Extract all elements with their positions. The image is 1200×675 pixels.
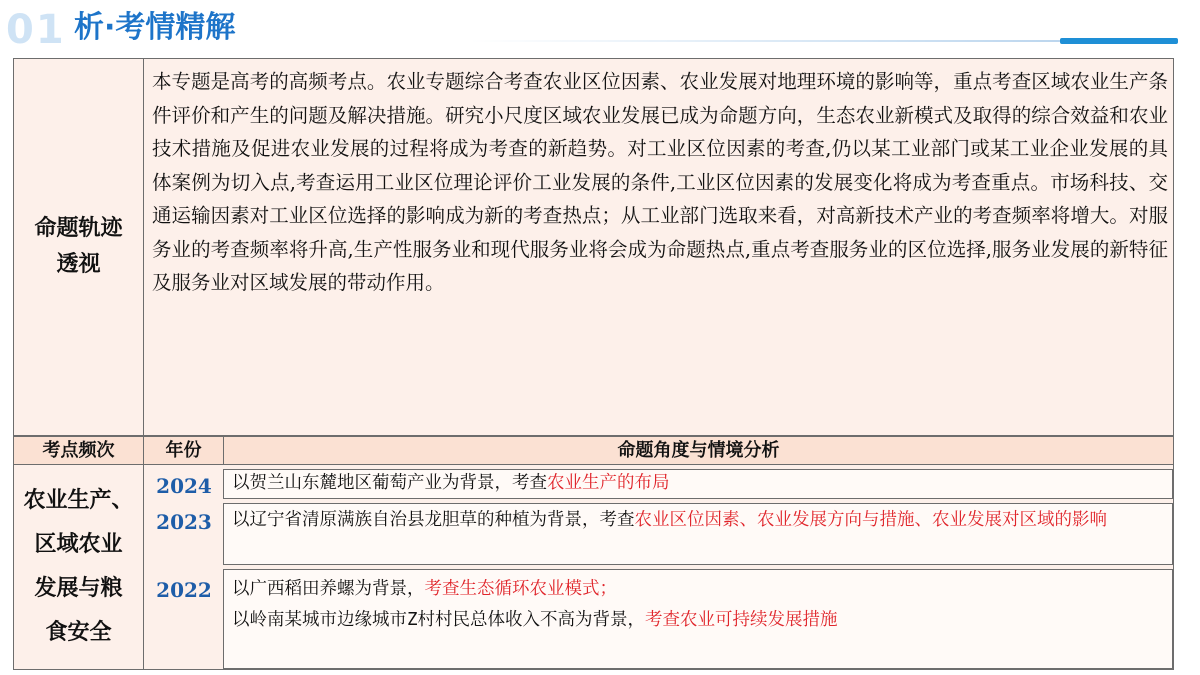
category-cell [14,465,143,669]
row-description [232,506,1168,534]
overview-box [13,58,1174,436]
row-line [232,606,1168,634]
overview-label-line1: 命题轨迹 [34,216,123,241]
category-line: 区域农业 [34,532,123,557]
row-highlight: 考查生态循环农业模式； [424,579,617,599]
row-text: 以辽宁省清原满族自治县龙胆草的种植为背景，考查 [232,510,635,530]
category-line: 发展与粮 [34,576,123,601]
section-number: 01 [6,7,66,53]
overview-text: 本专题是高考的高频考点。农业专题综合考查农业区位因素、农业发展对地理环境的影响等，重点考查区域农业生产条件评价和产生的问题及解决措施。研究小尺度区域农业发展已成为命题方向，生态农业新模式及取得的综合效益和农业技术措施及促进农业发展的过程将成为考查的新趋势。对工业区位因素的考查,仍以某工业部门或某工业企业发展的具体案例为切入点,考查运用工业区位理论评价工业发展的条件,工业区位因素的发展变化将成为考查重点。市场科技、交通运输因素对工业区位选择的影响成为新的考查热点；从工业部门选取来看，对高新技术产业的考查频率将增大。对服务业的考查频率将升高,生产性服务业和现代服务业将会成为命题热点,重点考查服务业的区位选择,服务业发展的新特征及服务业对区域发展的带动作用。 [152,70,1168,294]
row-description [232,469,1168,497]
row-highlight: 农业生产的布局 [547,473,670,493]
header-analysis: 命题角度与情境分析 [617,440,780,461]
column-divider [223,437,224,465]
section-header [0,0,1200,56]
header-accent-bar [1060,38,1178,44]
row-text: 以广西稻田养螺为背景， [232,579,425,599]
row-text: 以岭南某城市边缘城市Z村村民总体收入不高为背景， [232,610,646,630]
row-year: 2022 [156,578,212,602]
header-divider [470,40,1060,42]
table-header-row [14,437,1173,465]
row-year: 2023 [156,510,212,534]
row-description [232,575,1168,634]
category-line: 农业生产、 [23,488,134,513]
exam-table [13,436,1174,670]
row-text: 以贺兰山东麓地区葡萄产业为背景，考查 [232,473,547,493]
header-year: 年份 [165,440,202,461]
row-highlight: 考查农业可持续发展措施 [645,610,838,630]
row-highlight: 农业区位因素、农业发展方向与措施、农业发展对区域的影响 [634,510,1107,530]
page-title: 析·考情精解 [74,10,236,45]
category-line: 食安全 [45,620,112,645]
overview-label-line2: 透视 [56,252,101,277]
row-year: 2024 [156,474,212,498]
column-divider [143,437,144,669]
row-line [232,575,1168,603]
header-frequency: 考点频次 [42,440,115,461]
overview-label [14,59,144,435]
